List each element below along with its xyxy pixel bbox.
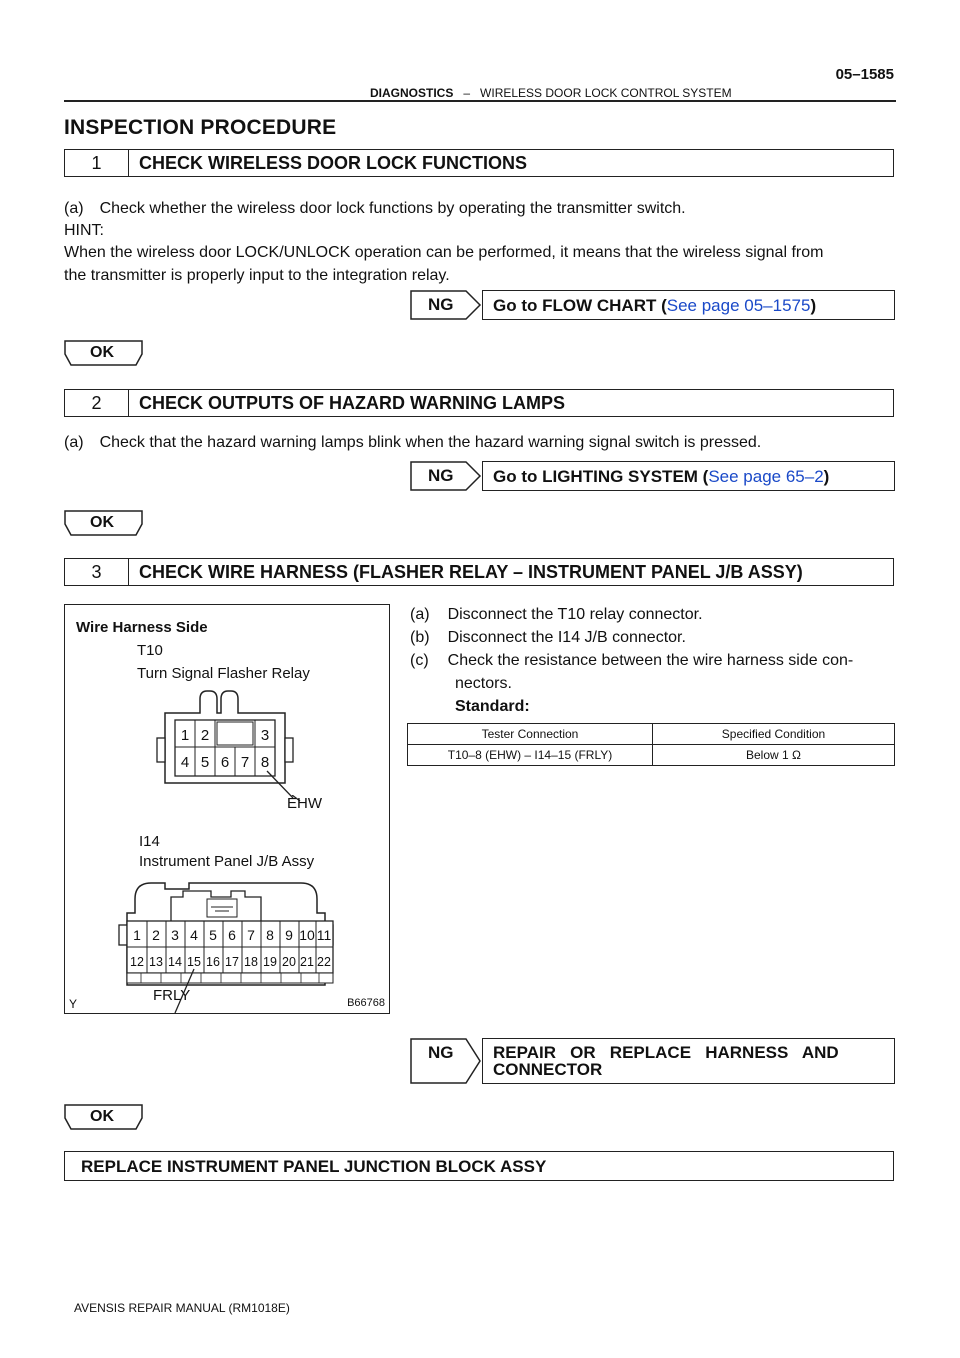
- final-action-box: REPLACE INSTRUMENT PANEL JUNCTION BLOCK ASSY: [64, 1151, 894, 1181]
- i14-pin-20: 20: [282, 955, 296, 969]
- t10-pin-5: 5: [200, 754, 210, 771]
- i14-pin-14: 14: [168, 955, 182, 969]
- header-separator: –: [463, 86, 471, 100]
- i14-pin-6: 6: [228, 927, 236, 943]
- step-3-ng-line-1: REPAIR OR REPLACE HARNESS AND: [493, 1043, 839, 1062]
- standard-label: Standard:: [455, 698, 530, 715]
- figure-id: B66768: [347, 997, 385, 1009]
- step-2-ok-result: [64, 510, 142, 534]
- t10-pin-4: 4: [180, 754, 190, 771]
- step-3-number: 3: [65, 559, 129, 585]
- spec-table-header-row: [408, 724, 895, 745]
- i14-pin-19: 19: [263, 955, 277, 969]
- i14-pin-4: 4: [190, 927, 198, 943]
- ng-arrow-tag: [410, 1038, 480, 1084]
- spec-header-condition: Specified Condition: [653, 724, 895, 745]
- step-1-ng-page-link[interactable]: See page 05–1575: [666, 296, 811, 315]
- step-1-number: 1: [65, 150, 129, 176]
- i14-code: I14: [139, 833, 160, 850]
- i14-callout-frly: FRLY: [153, 987, 191, 1004]
- step-1-item-a-text: Check whether the wireless door lock functions by operating the transmitter switch.: [99, 200, 686, 217]
- page-title: INSPECTION PROCEDURE: [64, 116, 337, 139]
- step-1-title: CHECK WIRELESS DOOR LOCK FUNCTIONS: [139, 152, 528, 173]
- table-row: [408, 745, 895, 766]
- step-2-item-a-label: (a): [64, 434, 84, 451]
- step-3-item-b: [410, 626, 686, 649]
- step-2-ok-label: OK: [90, 514, 114, 531]
- step-2-ng-page-link[interactable]: See page 65–2: [708, 467, 824, 486]
- running-header: [370, 86, 732, 100]
- step-2-ng-result: [410, 461, 895, 491]
- i14-name: Instrument Panel J/B Assy: [139, 853, 315, 870]
- header-section: DIAGNOSTICS: [370, 86, 454, 100]
- step-1-header: [64, 149, 894, 177]
- step-3-item-a: [410, 603, 703, 626]
- t10-pin-3: 3: [260, 727, 270, 744]
- step-1-hint-line-1: When the wireless door LOCK/UNLOCK operation can be performed, it means that the wireless signal from: [64, 244, 824, 261]
- i14-pin-13: 13: [149, 955, 163, 969]
- t10-pin-8: 8: [260, 754, 270, 771]
- i14-pin-1: 1: [133, 927, 141, 943]
- i14-connector-drawing: [111, 877, 343, 1017]
- step-2-ng-suffix: ): [823, 467, 830, 486]
- step-3-item-c-text: Check the resistance between the wire harness side con-: [447, 652, 854, 669]
- header-rule: [64, 100, 896, 102]
- step-3-ng-result: [410, 1038, 895, 1084]
- step-2-title: CHECK OUTPUTS OF HAZARD WARNING LAMPS: [139, 392, 565, 413]
- figure-heading: Wire Harness Side: [76, 619, 208, 636]
- i14-pin-11: 11: [316, 927, 332, 943]
- t10-pin-2: 2: [200, 727, 210, 744]
- step-2-item-a: [64, 431, 761, 454]
- step-1-ng-result: [410, 290, 895, 320]
- i14-pin-3: 3: [171, 927, 179, 943]
- step-2-ng-label: NG: [428, 466, 454, 485]
- spec-cell-connection: T10–8 (EHW) – I14–15 (FRLY): [408, 745, 653, 766]
- t10-callout-ehw: EHW: [287, 795, 322, 812]
- t10-pin-7: 7: [240, 754, 250, 771]
- step-2-header: [64, 389, 894, 417]
- step-3-ng-label: NG: [428, 1043, 454, 1062]
- step-3-title: CHECK WIRE HARNESS (FLASHER RELAY – INSTRUMENT PANEL J/B ASSY): [139, 561, 803, 582]
- step-1-ng-action: [482, 290, 895, 320]
- ng-arrow-tag: [410, 461, 480, 491]
- i14-pin-21: 21: [300, 955, 314, 969]
- step-3-ok-label: OK: [90, 1108, 114, 1125]
- step-1-ng-label: NG: [428, 295, 454, 314]
- step-3-item-c: [410, 649, 853, 672]
- step-3-item-b-text: Disconnect the I14 J/B connector.: [447, 629, 686, 646]
- spec-header-tester: Tester Connection: [408, 724, 653, 745]
- step-2-number: 2: [65, 390, 129, 416]
- step-1-hint-line-2: the transmitter is properly input to the integration relay.: [64, 267, 450, 284]
- step-3-item-c-cont: nectors.: [455, 675, 512, 692]
- step-2-item-a-text: Check that the hazard warning lamps blink when the hazard warning signal switch is pressed.: [99, 434, 762, 451]
- step-1-item-a: [64, 197, 686, 220]
- i14-pin-22: 22: [317, 955, 331, 969]
- step-3-item-c-label: (c): [410, 652, 429, 669]
- i14-pin-8: 8: [266, 927, 274, 943]
- t10-connector-drawing: [155, 683, 295, 798]
- footer-manual-id: AVENSIS REPAIR MANUAL (RM1018E): [74, 1301, 290, 1315]
- ng-arrow-tag: [410, 290, 480, 320]
- step-3-ng-line-2: CONNECTOR: [493, 1060, 603, 1079]
- page-number: 05–1585: [835, 66, 894, 83]
- t10-name: Turn Signal Flasher Relay: [137, 665, 310, 682]
- spec-cell-condition: Below 1 Ω: [653, 745, 895, 766]
- step-3-item-a-text: Disconnect the T10 relay connector.: [447, 606, 703, 623]
- step-3-ok-result: [64, 1104, 142, 1128]
- header-subtitle: WIRELESS DOOR LOCK CONTROL SYSTEM: [480, 86, 732, 100]
- figure-corner-mark: Y: [69, 997, 78, 1011]
- i14-pin-16: 16: [206, 955, 220, 969]
- t10-code: T10: [137, 642, 163, 659]
- step-3-item-b-label: (b): [410, 629, 430, 646]
- step-1-ok-result: [64, 340, 142, 364]
- i14-pin-2: 2: [152, 927, 160, 943]
- i14-pin-17: 17: [225, 955, 239, 969]
- t10-pin-6: 6: [220, 754, 230, 771]
- i14-pin-9: 9: [285, 927, 293, 943]
- i14-pin-18: 18: [244, 955, 258, 969]
- spec-table: [407, 723, 895, 766]
- i14-pin-7: 7: [247, 927, 255, 943]
- i14-pin-10: 10: [299, 927, 315, 943]
- step-3-item-a-label: (a): [410, 606, 430, 623]
- step-2-ng-prefix: Go to LIGHTING SYSTEM (: [493, 467, 709, 486]
- i14-pin-5: 5: [209, 927, 217, 943]
- t10-pin-1: 1: [180, 727, 190, 744]
- step-1-item-a-label: (a): [64, 200, 84, 217]
- step-1-ng-prefix: Go to FLOW CHART (: [493, 296, 667, 315]
- i14-pin-15: 15: [187, 955, 201, 969]
- step-3-header: [64, 558, 894, 586]
- i14-pin-12: 12: [130, 955, 144, 969]
- step-3-ng-action: [482, 1038, 895, 1084]
- step-1-ng-suffix: ): [810, 296, 817, 315]
- connector-figure: [64, 604, 390, 1014]
- step-1-hint-label: HINT:: [64, 222, 104, 239]
- step-1-ok-label: OK: [90, 344, 114, 361]
- step-2-ng-action: [482, 461, 895, 491]
